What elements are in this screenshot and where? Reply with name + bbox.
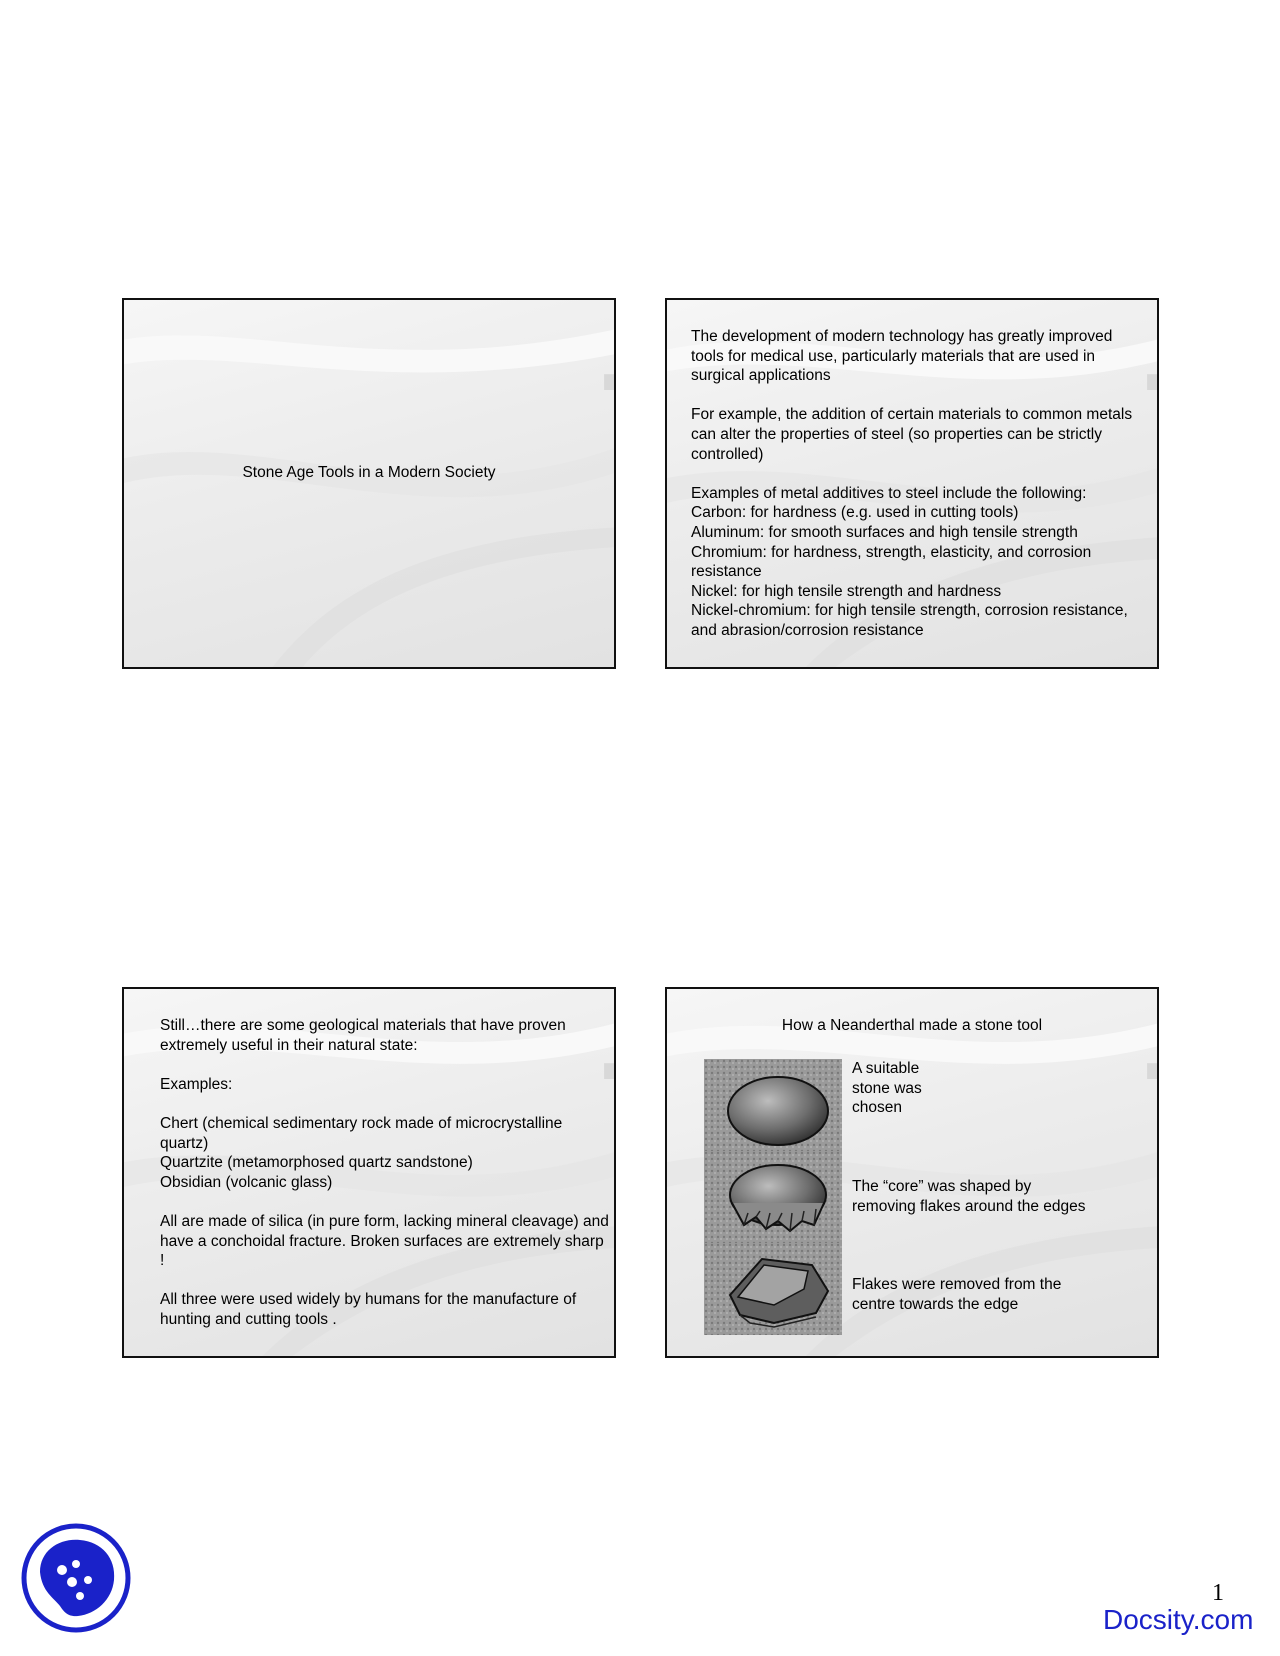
- stone-image-flakes-removed: [704, 1243, 842, 1335]
- slide-body-text: Still…there are some geological materials that have proven extremely useful in their natural state: Examples: Chert (chemical sedimentary rock made of microcrystalline quartz) Quartzite (metamorphosed quartz sandstone) Obsidian (volcanic glass) All are made of silica (in pure form, lacking mineral cleavage) and have a conchoidal fracture. Broken surfaces are extremely sharp ! All three were used widely by humans for the manufacture of hunting and cutting tools .: [160, 1017, 609, 1328]
- slide-title-text: Stone Age Tools in a Modern Society: [242, 464, 496, 481]
- stone-image-chosen: [704, 1059, 842, 1151]
- slide-geological-materials: [122, 987, 616, 1358]
- slide-title: [122, 298, 616, 669]
- docsity-brand-link[interactable]: Docsity.com: [1103, 1604, 1254, 1635]
- stone-image-core-shaped: [704, 1151, 842, 1243]
- slide-modern-technology: [665, 298, 1159, 669]
- slide-title-text: How a Neanderthal made a stone tool: [781, 1017, 1043, 1034]
- step-caption-3: Flakes were removed from the centre towards the edge: [852, 1276, 1062, 1313]
- step-caption-2: The “core” was shaped by removing flakes around the edges: [852, 1178, 1086, 1215]
- page-number: 1: [1212, 1580, 1224, 1606]
- slide-background: [124, 300, 614, 667]
- slide-body-text: The development of modern technology has greatly improved tools for medical use, particularly materials that are used in surgical applications For example, the addition of certain materials to common metals can alter the properties of steel (so properties can be strictly controlled) Examples of metal additives to steel include the following: Carbon: for hardness (e.g. used in cutting tools) Aluminum: for smooth surfaces and high tensile strength Chromium: for hardness, strength, elasticity, and corrosion resistance Nickel: for high tensile strength and hardness Nickel-chromium: for high tensile strength, corrosion resistance, and abrasion/corrosion resistance: [691, 328, 1133, 639]
- step-caption-1: A suitable stone was chosen: [852, 1060, 922, 1117]
- slide-neanderthal-tool: [665, 987, 1159, 1358]
- docsity-logo: [20, 1522, 132, 1634]
